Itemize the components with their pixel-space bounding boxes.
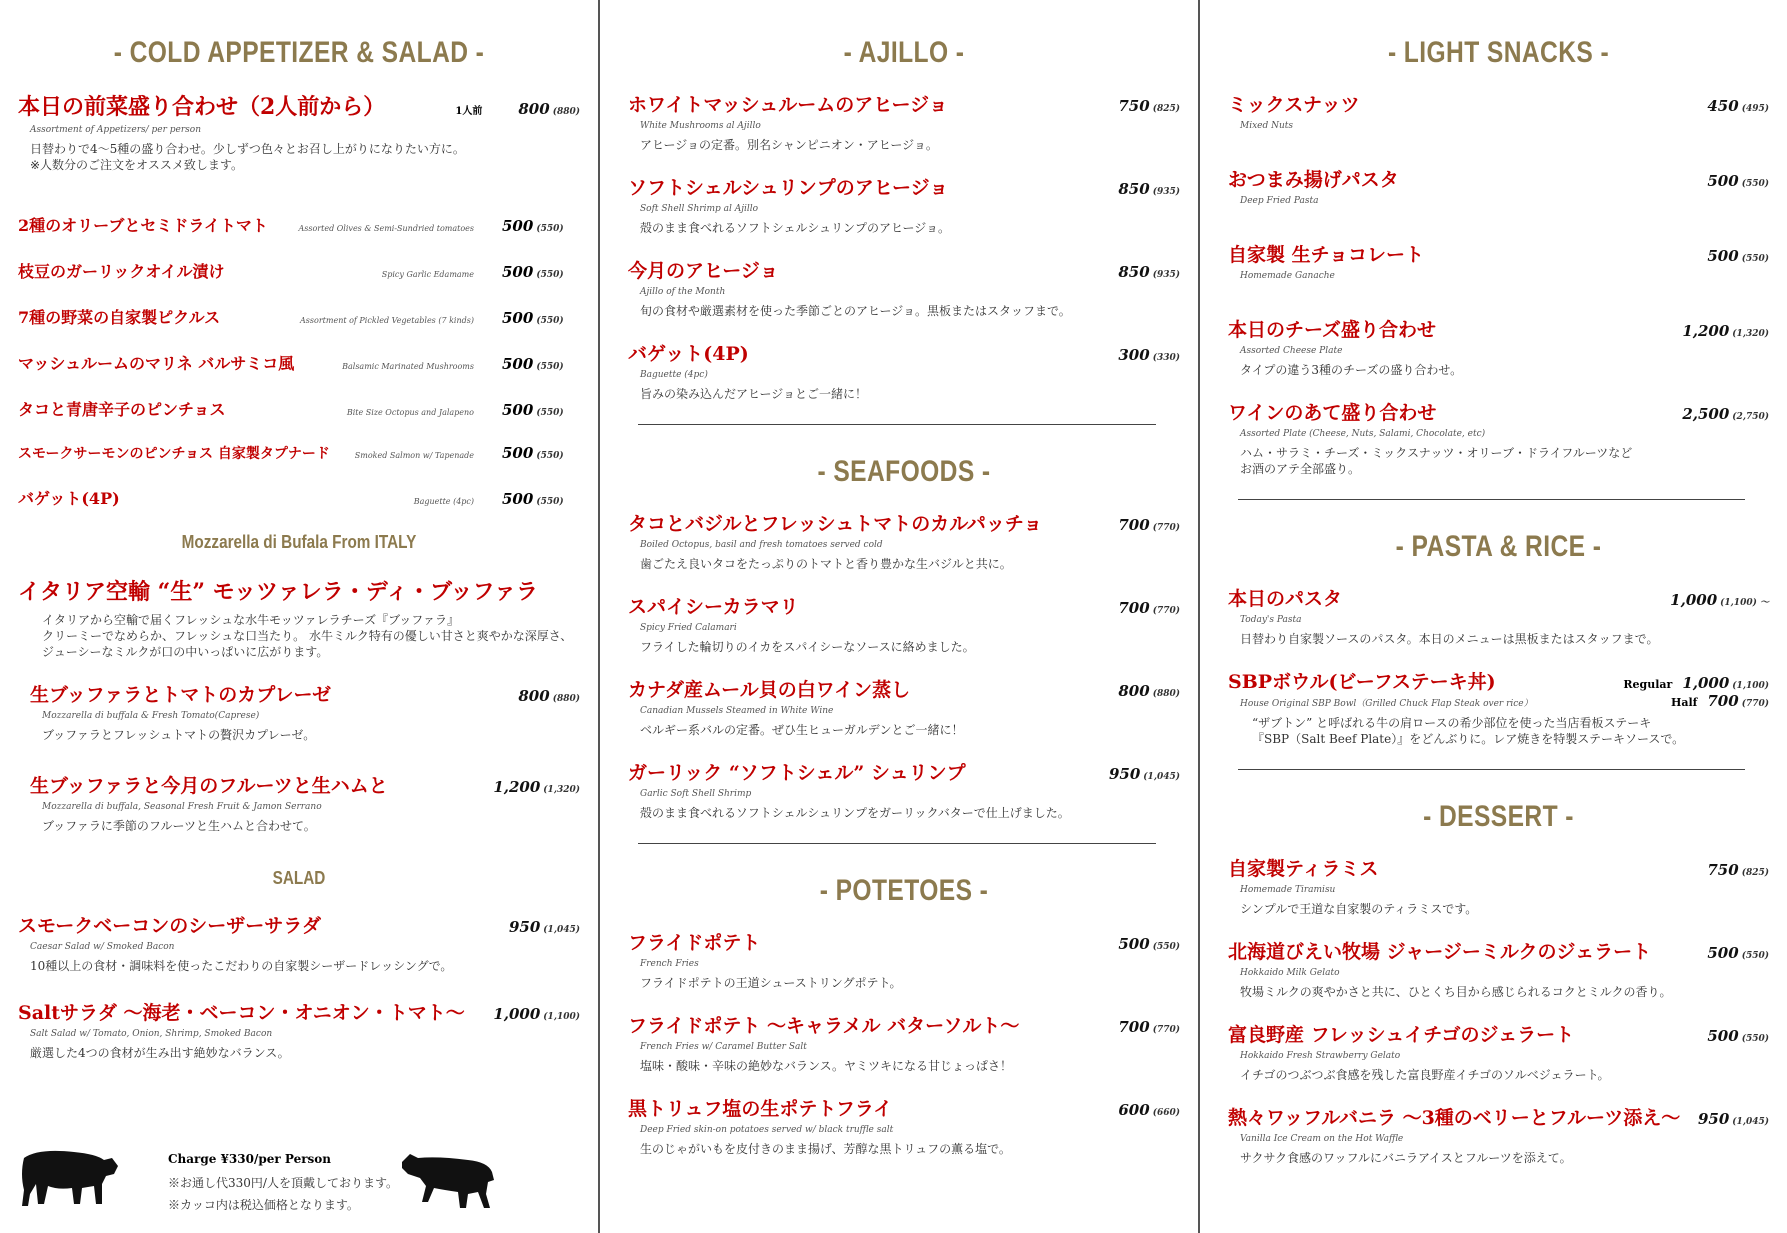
divider bbox=[1238, 499, 1745, 500]
cow-icon bbox=[398, 1144, 498, 1210]
menu-item: ワインのあて盛り合わせ 2,500 (2,750) Assorted Plate (Cheese, Nuts, Salami, Chocolate, etc) ハム・サラミ・チーズ・ミックスナッツ・オリーブ・ドライフルーツなど お酒のアテ全部盛り。 bbox=[1228, 402, 1769, 476]
menu-item: フライドポテト ～キャラメル バターソルト～ 700 (770) French Fries w/ Caramel Butter Salt 塩味・酸味・辛味の絶妙なバランス。ヤミツキになる甘じょっぱさ！ bbox=[628, 1015, 1180, 1073]
menu-item: 生ブッファラとトマトのカプレーゼ 800 (880) Mozzarella di buffala & Fresh Tomato(Caprese) ブッファラとフレッシュトマトの贅沢カプレーゼ。 bbox=[30, 684, 580, 742]
section-title-ajillo: - AJILLO - bbox=[843, 36, 965, 69]
menu-item bbox=[18, 90, 580, 173]
divider bbox=[1238, 769, 1745, 770]
menu-item: 熱々ワッフルバニラ ～3種のベリーとフルーツ添え～ 950 (1,045) Vanilla Ice Cream on the Hot Waffle サクサク食感のワッフルにバニラアイスとフルーツを添えて。 bbox=[1228, 1107, 1769, 1165]
charge-note: ※お通し代330円/人を頂戴しております。 bbox=[168, 1176, 398, 1190]
menu-item: 北海道びえい牧場 ジャージーミルクのジェラート 500 (550) Hokkaido Milk Gelato 牧場ミルクの爽やかさと共に、ひとくち目から感じられるコクとミルクの香り。 bbox=[1228, 941, 1769, 999]
menu-item: 本日のチーズ盛り合わせ 1,200 (1,320) Assorted Cheese Plate タイプの違う3種のチーズの盛り合わせ。 bbox=[1228, 319, 1769, 377]
menu-item: ホワイトマッシュルームのアヒージョ 750 (825) White Mushrooms al Ajillo アヒージョの定番。別名シャンピニオン・アヒージョ。 bbox=[628, 94, 1180, 152]
item-name: SBPボウル(ビーフステーキ丼) bbox=[1228, 671, 1496, 693]
cow-icon bbox=[18, 1144, 122, 1208]
menu-item: バゲット(4P) 300 (330) Baguette (4pc) 旨みの染み込んだアヒージョとご一緒に！ bbox=[628, 343, 1180, 401]
item-price: 800 (880) bbox=[518, 100, 580, 118]
mozzarella-title: Mozzarella di Bufala From ITALY bbox=[181, 532, 417, 552]
divider bbox=[638, 424, 1156, 425]
charge-title: Charge ¥330/per Person bbox=[168, 1152, 332, 1166]
item-qty: 1人前 bbox=[455, 106, 483, 117]
size-options: Regular 1,000 (1,100) Half 700 (770) bbox=[1623, 674, 1769, 710]
charge-notice bbox=[18, 1144, 578, 1224]
menu-item bbox=[18, 575, 580, 660]
menu-row: 7種の野菜の自家製ピクルス Assortment of Pickled Vegetables (7 kinds) 500 (550) bbox=[18, 308, 564, 327]
menu-item: 自家製ティラミス 750 (825) Homemade Tiramisu シンプルで王道な自家製のティラミスです。 bbox=[1228, 858, 1769, 916]
item-english: Assortment of Appetizers/ per person bbox=[30, 125, 202, 135]
menu-row: 2種のオリーブとセミドライトマト Assorted Olives & Semi-Sundried tomatoes 500 (550) bbox=[18, 216, 564, 235]
item-desc: イタリアから空輸で届くフレッシュな水牛モッツァレラチーズ『ブッファラ』 クリーミーでなめらか、フレッシュな口当たり。 水牛ミルク特有の優しい甘さと爽やかな深厚さ、ジューシーなミルクが口の中いっぱいに広がります。 bbox=[42, 613, 573, 659]
menu-item-sbp: SBPボウル(ビーフステーキ丼) Regular 1,000 (1,100) Half 700 (770) House Original SBP Bowl（Grilled Chuck Flap Steak over rice） “ザブトン” と呼ばれる牛の肩ロースの希少部位を使った当店看板ステーキ 『SBP（Salt Beef Plate）』をどんぶりに。レア焼きを特製ステーキソースで。 bbox=[1228, 667, 1769, 747]
section-title-cold-appetizer: - COLD APPETIZER & SALAD - bbox=[113, 36, 485, 69]
column-ajillo-seafoods bbox=[598, 0, 1198, 1233]
item-name: イタリア空輸 “生” モッツァレラ・ディ・ブッファラ bbox=[18, 579, 539, 605]
menu-item: 自家製 生チョコレート 500 (550) Homemade Ganache bbox=[1228, 244, 1769, 281]
divider bbox=[638, 843, 1156, 844]
salad-title: SALAD bbox=[272, 868, 326, 888]
menu-item: カナダ産ムール貝の白ワイン蒸し 800 (880) Canadian Mussels Steamed in White Wine ベルギー系バルの定番。ぜひ生ヒューガルデンとご一緒に！ bbox=[628, 679, 1180, 737]
menu-item: 本日のパスタ 1,000 (1,100) ～ Today's Pasta 日替わり自家製ソースのパスタ。本日のメニューは黒板またはスタッフまで。 bbox=[1228, 588, 1769, 646]
item-desc: 日替わりで4～5種の盛り合わせ。少しずつ色々とお召し上がりになりたい方に。 ※人数分のご注文をオススメ致します。 bbox=[30, 142, 465, 172]
menu-item: スパイシーカラマリ 700 (770) Spicy Fried Calamari フライした輪切りのイカをスパイシーなソースに絡めました。 bbox=[628, 596, 1180, 654]
menu-item: ミックスナッツ 450 (495) Mixed Nuts bbox=[1228, 94, 1769, 131]
menu-row: タコと青唐辛子のピンチョス Bite Size Octopus and Jalapeno 500 (550) bbox=[18, 400, 564, 419]
menu-row: バゲット(4P) Baguette (4pc) 500 (550) bbox=[18, 489, 564, 508]
appetizer-list bbox=[18, 213, 580, 509]
menu-row: マッシュルームのマリネ バルサミコ風 Balsamic Marinated Mushrooms 500 (550) bbox=[18, 354, 564, 373]
menu-row: 枝豆のガーリックオイル漬け Spicy Garlic Edamame 500 (550) bbox=[18, 262, 564, 281]
menu-item: ソフトシェルシュリンプのアヒージョ 850 (935) Soft Shell Shrimp al Ajillo 殻のまま食べれるソフトシェルシュリンプのアヒージョ。 bbox=[628, 177, 1180, 235]
item-name: 本日の前菜盛り合わせ（2人前から） bbox=[18, 94, 386, 120]
section-title-seafoods: - SEAFOODS - bbox=[817, 455, 991, 488]
column-cold-appetizer bbox=[0, 0, 598, 1233]
charge-note: ※カッコ内は税込価格となります。 bbox=[168, 1198, 359, 1212]
menu-item: おつまみ揚げパスタ 500 (550) Deep Fried Pasta bbox=[1228, 169, 1769, 206]
menu-item: 生ブッファラと今月のフルーツと生ハムと 1,200 (1,320) Mozzarella di buffala, Seasonal Fresh Fruit & Jamon Serrano ブッファラに季節のフルーツと生ハムと合わせて。 bbox=[30, 775, 580, 833]
menu-item: Saltサラダ ～海老・ベーコン・オニオン・トマト～ 1,000 (1,100) Salt Salad w/ Tomato, Onion, Shrimp, Smoked Bacon 厳選した4つの食材が生み出す絶妙なバランス。 bbox=[18, 1002, 580, 1060]
menu-item: ガーリック “ソフトシェル” シュリンプ 950 (1,045) Garlic Soft Shell Shrimp 殻のまま食べれるソフトシェルシュリンプをガーリックバターで仕上げました。 bbox=[628, 762, 1180, 820]
menu-item: 今月のアヒージョ 850 (935) Ajillo of the Month 旬の食材や厳選素材を使った季節ごとのアヒージョ。黒板またはスタッフまで。 bbox=[628, 260, 1180, 318]
menu-item: スモークベーコンのシーザーサラダ 950 (1,045) Caesar Salad w/ Smoked Bacon 10種以上の食材・調味料を使ったこだわりの自家製シーザードレッシングで。 bbox=[18, 915, 580, 973]
section-title-potatoes: - POTETOES - bbox=[819, 874, 989, 907]
column-snacks-dessert bbox=[1198, 0, 1787, 1233]
section-title-pasta-rice: - PASTA & RICE - bbox=[1395, 530, 1602, 563]
menu-item: 富良野産 フレッシュイチゴのジェラート 500 (550) Hokkaido Fresh Strawberry Gelato イチゴのつぶつぶ食感を残した富良野産イチゴのソルベジェラート。 bbox=[1228, 1024, 1769, 1082]
section-title-dessert: - DESSERT - bbox=[1423, 800, 1574, 833]
menu-item: フライドポテト 500 (550) French Fries フライドポテトの王道シューストリングポテト。 bbox=[628, 932, 1180, 990]
menu-item: タコとバジルとフレッシュトマトのカルパッチョ 700 (770) Boiled Octopus, basil and fresh tomatoes served cold 歯ごたえ良いタコをたっぷりのトマトと香り豊かな生バジルと共に。 bbox=[628, 513, 1180, 571]
menu-row: スモークサーモンのピンチョス 自家製タプナード Smoked Salmon w/ Tapenade 500 (550) bbox=[18, 444, 564, 462]
menu-item: 黒トリュフ塩の生ポテトフライ 600 (660) Deep Fried skin-on potatoes served w/ black truffle salt 生のじゃがいもを皮付きのまま揚げ、芳醇な黒トリュフの薫る塩で。 bbox=[628, 1098, 1180, 1156]
section-title-light-snacks: - LIGHT SNACKS - bbox=[1387, 36, 1610, 69]
